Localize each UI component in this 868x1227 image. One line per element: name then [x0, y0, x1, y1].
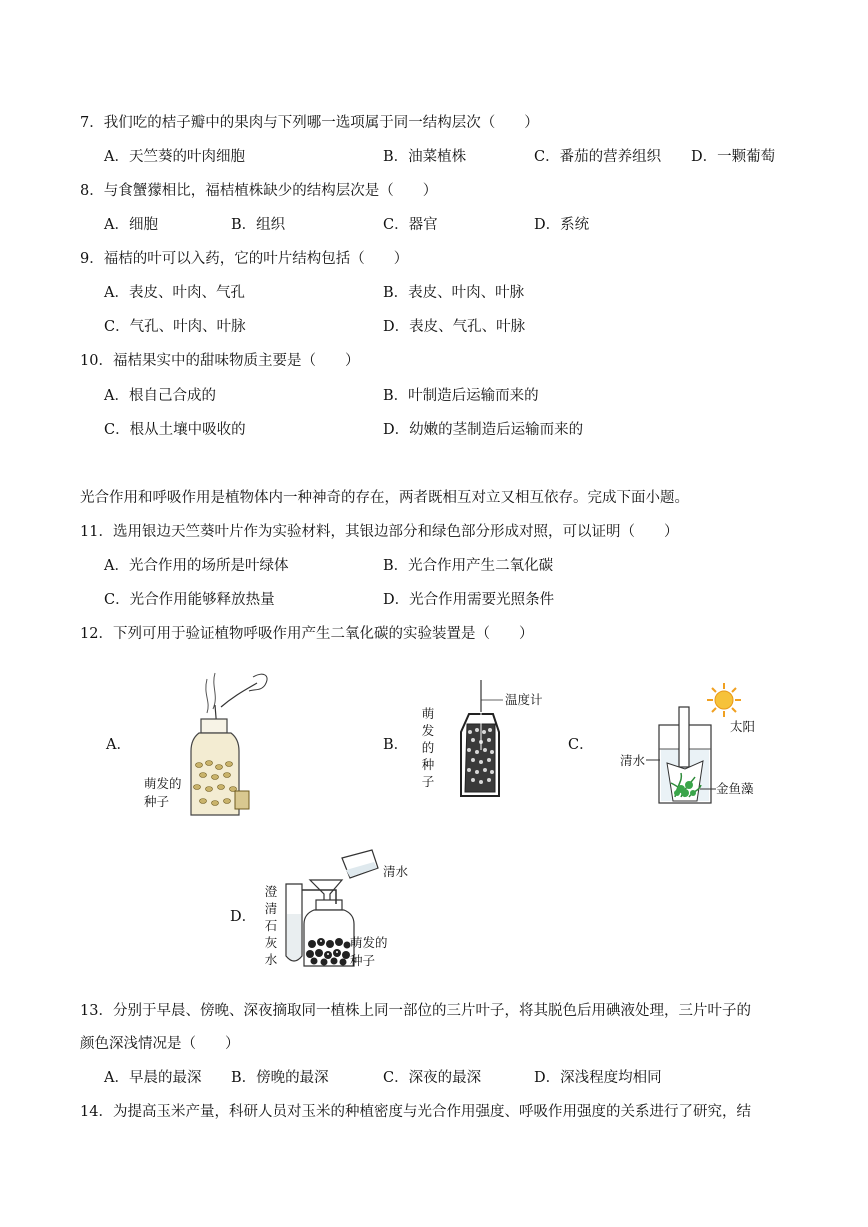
figure-b-label-char-1: 萌	[421, 706, 435, 721]
q11-option-b: B．光合作用产生二氧化碳	[383, 558, 554, 574]
figure-b-thermometer-label: 温度计	[505, 692, 543, 707]
q13-option-c: C．深夜的最深	[383, 1070, 482, 1086]
figure-b-label-char-4: 种	[421, 757, 435, 772]
q9-option-d: D．表皮、气孔、叶脉	[383, 319, 526, 335]
q14-stem: 14．为提高玉米产量，科研人员对玉米的种植密度与光合作用强度、呼吸作用强度的关系进行了研究，结	[80, 1104, 751, 1120]
figure-a-bottle-apparatus	[185, 665, 275, 815]
figure-d-seed-label-line1: 萌发的	[350, 935, 388, 950]
section-intro: 光合作用和呼吸作用是植物体内一种神奇的存在，两者既相互对立又相互依存。完成下面小题。	[80, 490, 689, 506]
figure-a-seed-label-line2: 种子	[144, 794, 170, 809]
q11-option-d: D．光合作用需要光照条件	[383, 592, 555, 608]
q10-option-d: D．幼嫩的茎制造后运输而来的	[383, 422, 584, 438]
q13-stem-line1: 13．分别于早晨、傍晚、深夜摘取同一植株上同一部位的三片叶子，将其脱色后用碘液处理，三片叶子的	[80, 1003, 751, 1019]
q7-stem: 7．我们吃的桔子瓣中的果肉与下列哪一选项属于同一结构层次（ ）	[80, 115, 539, 131]
figure-b-label-char-2: 发	[421, 723, 435, 738]
q9-option-b: B．表皮、叶肉、叶脉	[383, 285, 525, 301]
figure-b-label: B．	[383, 737, 409, 753]
figure-d-lime-water-label	[264, 883, 278, 968]
figure-d-lime-char-3: 石	[264, 918, 278, 933]
figure-d-lime-char-4: 灰	[264, 935, 278, 950]
q8-stem: 8．与食蟹獴相比，福桔植株缺少的结构层次是（ ）	[80, 183, 438, 199]
q9-option-c: C．气孔、叶肉、叶脉	[104, 319, 246, 335]
figure-c-sun-label: 太阳	[730, 719, 756, 734]
q7-option-c: C．番茄的营养组织	[534, 149, 662, 165]
q9-stem: 9．福桔的叶可以入药，它的叶片结构包括（ ）	[80, 251, 409, 267]
figure-d-lime-char-2: 清	[264, 901, 278, 916]
figure-d-lime-char-1: 澄	[264, 884, 278, 899]
q13-stem-line2: 颜色深浅情况是（ ）	[80, 1036, 240, 1052]
figure-c-plant-pointer	[700, 787, 716, 791]
q10-option-a: A．根自己合成的	[104, 388, 216, 404]
figure-d-label: D．	[230, 909, 257, 925]
figure-b-vertical-label	[421, 705, 435, 790]
q10-stem: 10．福桔果实中的甜味物质主要是（ ）	[80, 353, 360, 369]
q8-option-b: B．组织	[231, 217, 286, 233]
figure-d-bottle-apparatus	[280, 848, 390, 970]
figure-d-seed-label-line2: 种子	[350, 953, 376, 968]
q12-stem: 12．下列可用于验证植物呼吸作用产生二氧化碳的实验装置是（ ）	[80, 626, 534, 642]
q11-option-a: A．光合作用的场所是叶绿体	[104, 558, 289, 574]
q11-stem: 11．选用银边天竺葵叶片作为实验材料，其银边部分和绿色部分形成对照，可以证明（ ）	[80, 524, 679, 540]
q7-option-d: D．一颗葡萄	[691, 149, 776, 165]
q8-option-c: C．器官	[383, 217, 438, 233]
q13-option-a: A．早晨的最深	[104, 1070, 202, 1086]
q10-option-b: B．叶制造后运输而来的	[383, 388, 539, 404]
q7-option-a: A．天竺葵的叶肉细胞	[104, 149, 245, 165]
q13-option-d: D．深浅程度均相同	[534, 1070, 662, 1086]
figure-c-water-pointer	[646, 758, 660, 762]
figure-c-water-label: 清水	[620, 753, 646, 768]
q7-option-b: B．油菜植株	[383, 149, 467, 165]
figure-a-seed-label-line1: 萌发的	[144, 776, 182, 791]
q10-option-c: C．根从土壤中吸收的	[104, 422, 246, 438]
figure-c-plant-label: 金鱼藻	[716, 781, 754, 796]
q8-option-d: D．系统	[534, 217, 590, 233]
figure-c-label: C．	[568, 737, 594, 753]
figure-b-label-char-5: 子	[421, 774, 435, 789]
figure-a-label: A．	[106, 737, 131, 753]
q11-option-c: C．光合作用能够释放热量	[104, 592, 275, 608]
q8-option-a: A．细胞	[104, 217, 158, 233]
figure-d-water-label: 清水	[383, 864, 409, 879]
q9-option-a: A．表皮、叶肉、气孔	[104, 285, 245, 301]
figure-d-lime-char-5: 水	[264, 952, 278, 967]
figure-b-label-char-3: 的	[421, 740, 435, 755]
q13-option-b: B．傍晚的最深	[231, 1070, 329, 1086]
